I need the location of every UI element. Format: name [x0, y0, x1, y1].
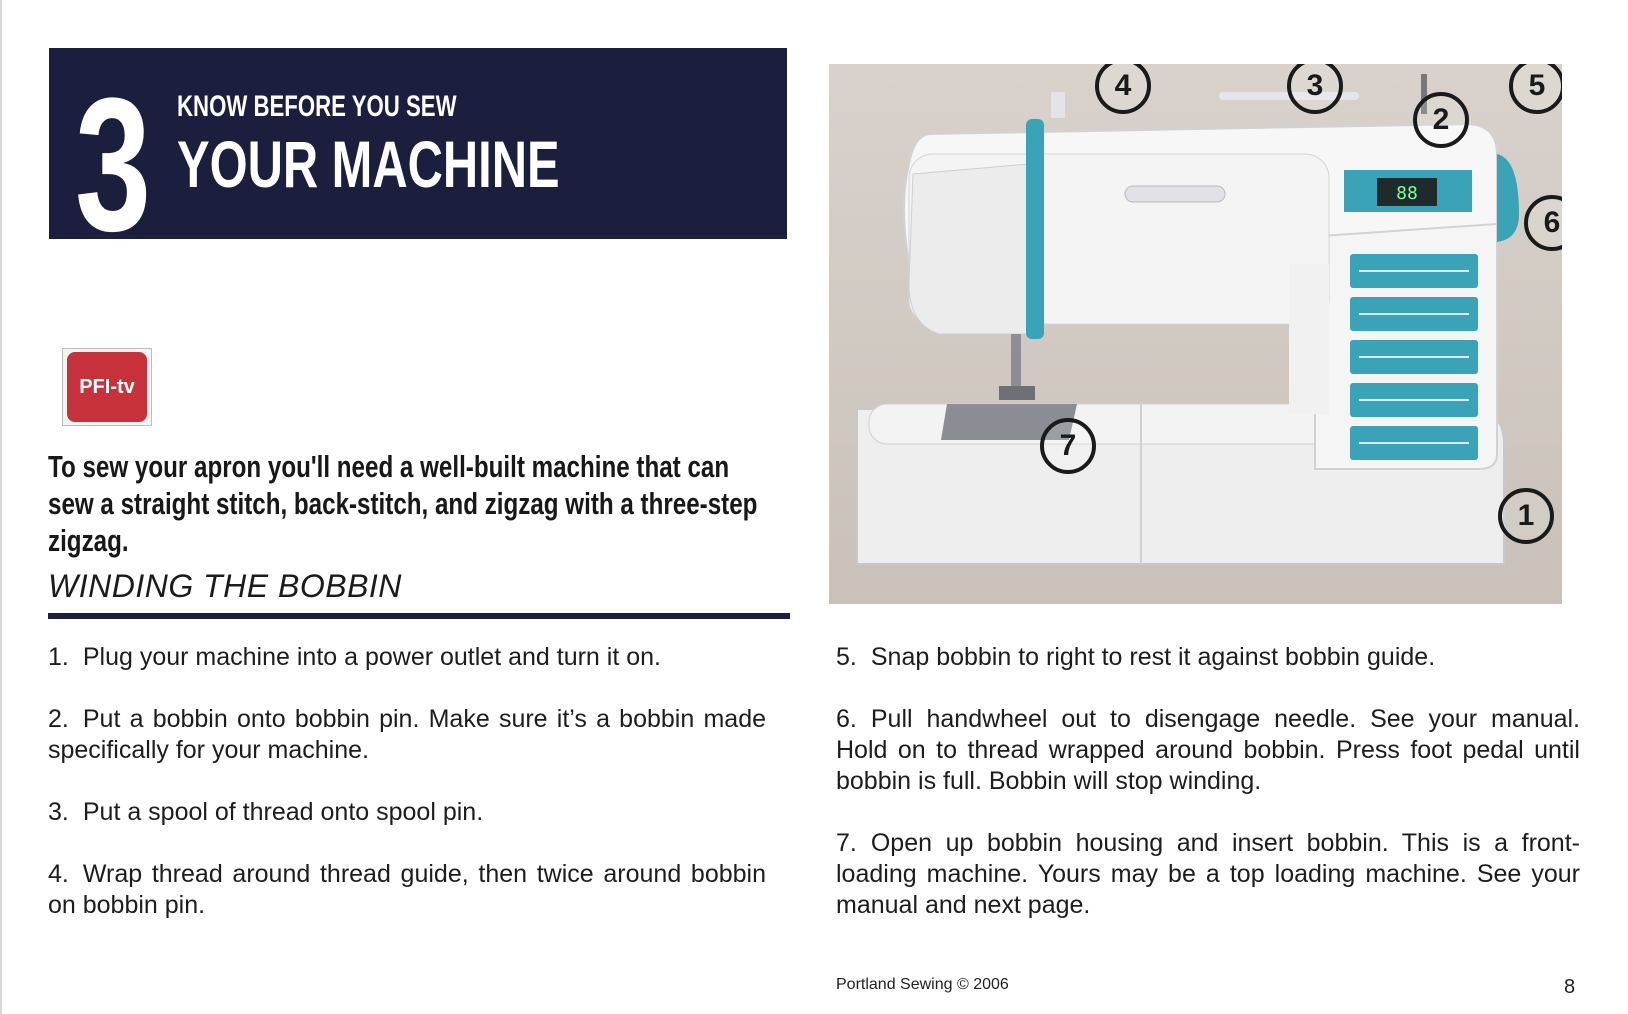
step-7 [836, 828, 1580, 921]
step-1 [48, 642, 766, 673]
steps-left-column [48, 642, 766, 952]
step-number: 2. [48, 705, 69, 733]
step-number: 4. [48, 860, 69, 888]
steps-right-column [836, 642, 1580, 952]
callout-marker-4: 4 [1095, 64, 1151, 114]
chapter-title: YOUR MACHINE [177, 127, 560, 201]
step-text: Pull handwheel out to disengage needle. See your manual. Hold on to thread wrapped around bobbin. Press foot pedal until bobbin is full. Bobbin will stop winding. [836, 705, 1580, 795]
step-number: 5. [836, 643, 857, 671]
section-divider [48, 613, 790, 619]
callout-marker-7: 7 [1040, 418, 1096, 474]
svg-text:88: 88 [1396, 183, 1418, 204]
step-text: Put a spool of thread onto spool pin. [82, 798, 484, 826]
step-2 [48, 704, 766, 766]
intro-paragraph: To sew your apron you'll need a well-built machine that can sew a straight stitch, back-stitch, and zigzag with a three-step zigzag. [48, 449, 758, 558]
callout-marker-6: 6 [1524, 195, 1562, 251]
footer-copyright: Portland Sewing © 2006 [836, 976, 1009, 993]
chapter-banner [49, 48, 787, 239]
callout-marker-1: 1 [1498, 488, 1554, 544]
step-text: Open up bobbin housing and insert bobbin. This is a front-loading machine. Yours may be a top loading machine. See your manual and next page. [836, 829, 1580, 919]
step-3 [48, 797, 766, 828]
step-text: Snap bobbin to right to rest it against bobbin guide. [870, 643, 1436, 671]
section-title: WINDING THE BOBBIN [48, 568, 402, 604]
page-number: 8 [1564, 976, 1576, 998]
callout-marker-2: 2 [1413, 92, 1469, 148]
step-number: 6. [836, 705, 857, 733]
step-5 [836, 642, 1580, 673]
callout-marker-3: 3 [1287, 64, 1343, 114]
step-text: Put a bobbin onto bobbin pin. Make sure it’s a bobbin made specifically for your machine. [48, 705, 766, 764]
step-number: 1. [48, 643, 69, 671]
step-number: 3. [48, 798, 69, 826]
pfi-tv-badge-frame[interactable] [62, 348, 152, 426]
callout-marker-5: 5 [1509, 64, 1562, 114]
sewing-machine-photo [829, 64, 1562, 604]
step-text: Wrap thread around thread guide, then twice around bobbin on bobbin pin. [48, 860, 766, 919]
step-4 [48, 859, 766, 921]
page-edge [0, 0, 2, 1014]
step-text: Plug your machine into a power outlet and turn it on. [82, 643, 661, 671]
pfi-tv-badge[interactable]: PFI-tv [67, 352, 147, 422]
chapter-number: 3 [75, 59, 147, 239]
step-number: 7. [836, 829, 857, 857]
chapter-kicker: KNOW BEFORE YOU SEW [177, 90, 457, 123]
step-6 [836, 704, 1580, 797]
